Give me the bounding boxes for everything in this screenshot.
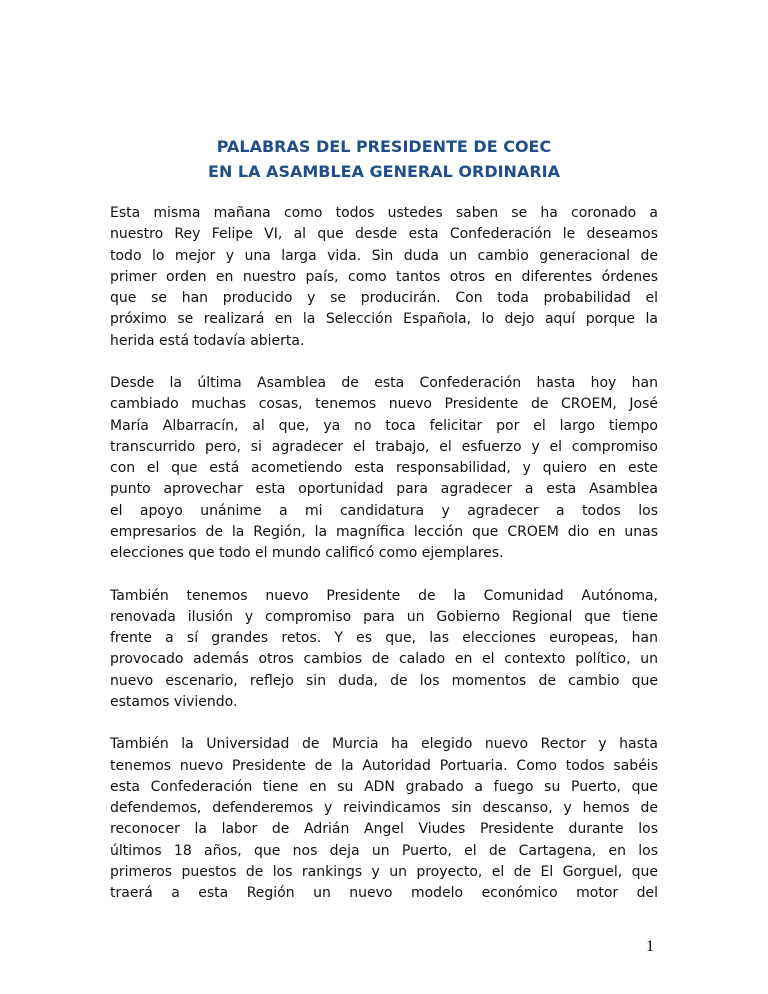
text-line: empresarios de la Región, la magnífica lección que CROEM dio en unas xyxy=(110,523,658,540)
text-line: herida está todavía abierta. xyxy=(110,332,305,349)
title-line: PALABRAS DEL PRESIDENTE DE COEC xyxy=(216,137,552,156)
text-line: También tenemos nuevo Presidente de la Comunidad Autónoma, xyxy=(110,587,658,604)
text-line: el apoyo unánime a mi candidatura y agradecer a todos los xyxy=(110,502,658,519)
text-line: Desde la última Asamblea de esta Confederación hasta hoy han xyxy=(110,375,658,391)
text-line: primer orden en nuestro país, como tantos otros en diferentes órdenes xyxy=(110,268,658,285)
document-title xyxy=(0,134,768,184)
text-line: punto aprovechar esta oportunidad para agradecer a esta Asamblea xyxy=(110,481,658,498)
text-line: Esta misma mañana como todos ustedes saben se ha coronado a xyxy=(110,205,658,221)
text-line: con el que está acometiendo esta responsabilidad, y quiero en este xyxy=(110,460,658,476)
text-line: También la Universidad de Murcia ha elegido nuevo Rector y hasta xyxy=(110,736,658,753)
text-line: todo lo mejor y una larga vida. Sin duda un cambio generacional de xyxy=(110,247,658,264)
document-body xyxy=(110,203,658,926)
text-line: cambiado muchas cosas, tenemos nuevo Presidente de CROEM, José xyxy=(110,396,658,413)
text-line: traerá a esta Región un nuevo modelo económico motor del xyxy=(110,885,658,901)
text-line: defendemos, defenderemos y reivindicamos sin descanso, y hemos de xyxy=(110,800,658,816)
text-line: frente a sí grandes retos. Y es que, las elecciones europeas, han xyxy=(110,630,658,646)
text-line: provocado además otros cambios de calado en el contexto político, un xyxy=(110,651,658,668)
text-line: próximo se realizará en la Selección Española, lo dejo aquí porque la xyxy=(110,311,658,328)
paragraph xyxy=(110,734,658,904)
text-line: nuestro Rey Felipe VI, al que desde esta Confederación le deseamos xyxy=(110,226,658,243)
text-line: primeros puestos de los rankings y un proyecto, el de El Gorguel, que xyxy=(110,863,658,880)
text-line: renovada ilusión y compromiso para un Gobierno Regional que tiene xyxy=(110,608,658,625)
text-line: últimos 18 años, que nos deja un Puerto, el de Cartagena, en los xyxy=(110,842,658,859)
paragraph xyxy=(110,373,658,564)
paragraph xyxy=(110,203,658,352)
text-line: María Albarracín, al que, ya no toca felicitar por el largo tiempo xyxy=(110,417,658,434)
title-line: EN LA ASAMBLEA GENERAL ORDINARIA xyxy=(208,162,560,181)
text-line: esta Confederación tiene en su ADN grabado a fuego su Puerto, que xyxy=(110,778,658,795)
text-line: estamos viviendo. xyxy=(110,693,238,710)
text-line: que se han producido y se producirán. Con toda probabilidad el xyxy=(110,290,658,306)
text-line: transcurrido pero, si agradecer el trabajo, el esfuerzo y el compromiso xyxy=(110,438,658,455)
paragraph xyxy=(110,586,658,714)
page-number: 1 xyxy=(646,938,654,955)
text-line: reconocer la labor de Adrián Angel Viudes Presidente durante los xyxy=(110,821,658,838)
text-line: tenemos nuevo Presidente de la Autoridad Portuaria. Como todos sabéis xyxy=(110,757,658,774)
text-line: elecciones que todo el mundo calificó como ejemplares. xyxy=(110,545,504,561)
text-line: nuevo escenario, reflejo sin duda, de los momentos de cambio que xyxy=(110,672,658,689)
